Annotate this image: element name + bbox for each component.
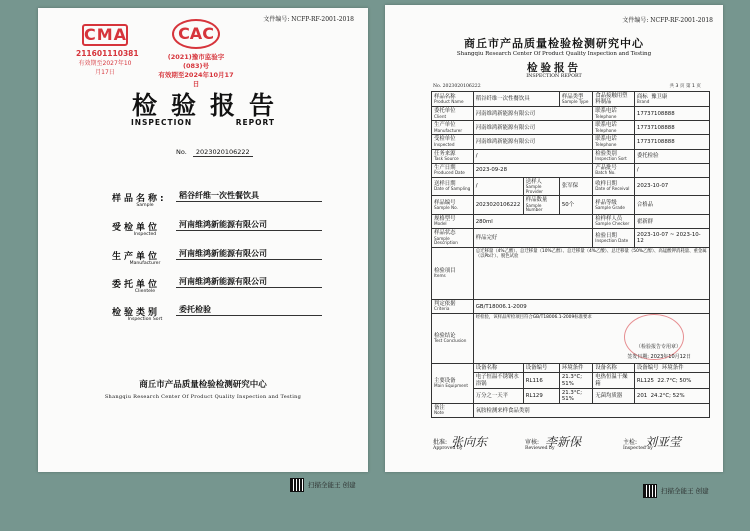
cell-label: 检样样人员 Sample Checker xyxy=(593,215,635,229)
cell-value: 合格品 xyxy=(634,196,709,215)
table-row xyxy=(432,248,710,300)
cell-label: 委托单位 Client xyxy=(432,107,474,121)
cell-value: / xyxy=(634,163,709,177)
report-doc-number: 文件编号: NCFP-RF-2001-2018 xyxy=(622,17,713,24)
report-page-count: 共 3 页 第 1 页 xyxy=(669,84,701,89)
cell-value: 17737108888 xyxy=(634,121,709,135)
qr-code-icon xyxy=(290,478,304,492)
report-scanner-watermark xyxy=(643,484,709,498)
cell-value: 17737108888 xyxy=(634,107,709,121)
equipment-cell: 21.3°C; 51% xyxy=(559,373,592,388)
cell-value xyxy=(473,314,709,364)
cell-value: 2023020106222 xyxy=(473,196,523,215)
cell-label: 受检单位 Inspected xyxy=(432,135,474,149)
equipment-cell: 万分之一天平 xyxy=(473,388,523,403)
field-value: 委托检验 xyxy=(176,304,322,316)
cell-value: 2023-10-07 xyxy=(634,177,709,196)
cover-subtitle-left: INSPECTION xyxy=(130,118,193,127)
table-row xyxy=(432,92,710,107)
table-row xyxy=(432,300,710,314)
cell-value: / xyxy=(473,149,593,163)
inspected-label: 主检: xyxy=(623,439,638,446)
equipment-header-row xyxy=(432,364,710,373)
table-row xyxy=(432,196,710,215)
cell-value: 2023-10-07 ~ 2023-10-12 xyxy=(634,229,709,248)
equipment-header: 设备名称 xyxy=(473,364,523,373)
table-row xyxy=(432,149,710,163)
cell-label: 收样日期 Date of Receival xyxy=(593,177,635,196)
equipment-cell: 21.3°C; 51% xyxy=(559,388,592,403)
cover-title: 检验报告 xyxy=(131,91,288,120)
field-value: 稻谷纤维一次性餐饮具 xyxy=(176,190,322,202)
cell-label: 样品状态 Sample Description xyxy=(432,229,474,248)
cell-label: 检验类别 Inspection Sort xyxy=(593,149,635,163)
cell-pair: 商标 豫卫康 Brand xyxy=(634,92,709,107)
table-row xyxy=(432,107,710,121)
cell-label: 备注 Note xyxy=(432,404,474,418)
table-row xyxy=(432,229,710,248)
report-title: 检验报告 xyxy=(527,62,581,74)
reviewed-label-en: Reviewed by xyxy=(525,446,555,451)
equipment-header: 设备编号 xyxy=(523,364,559,373)
stamp-caption: （检验报告专用章） xyxy=(635,344,681,351)
report-institute-title: 商丘市产品质量检验检测研究中心 xyxy=(464,37,644,50)
equipment-header: 设备名称 xyxy=(593,364,635,373)
equipment-cell: RL129 xyxy=(523,388,559,403)
cac-stamp-number: (2021)豫市监验字(083)号 xyxy=(167,53,225,70)
field-label: 受检单位 xyxy=(112,223,161,233)
cell-label: 样品类型 Sample Type xyxy=(559,92,592,107)
equipment-row xyxy=(432,373,710,388)
scanner-text: 扫描全能王 创建 xyxy=(661,487,709,495)
report-institute-title-en: Shangqiu Research Center Of Product Quality Inspection and Testing xyxy=(456,51,652,57)
table-row xyxy=(432,177,710,196)
report-title-en: INSPECTION REPORT xyxy=(526,74,582,79)
cell-label: 样品数量 Sample Number xyxy=(523,196,559,215)
table-row xyxy=(432,121,710,135)
cell-label: 联系电话 Telephone xyxy=(593,107,635,121)
field-label-en: Manufacturer xyxy=(129,261,161,266)
field-label-en: Sample xyxy=(136,203,154,208)
qr-code-icon xyxy=(643,484,657,498)
cell-value: 2023-09-28 xyxy=(473,163,593,177)
report-page xyxy=(385,5,723,472)
field-label: 生产单位 xyxy=(112,252,161,262)
cell-label: 主要设备 Main Equipment xyxy=(432,364,474,404)
cover-subtitle xyxy=(38,118,368,127)
cac-stamp xyxy=(158,19,234,88)
cell-label: 规格型号 Model xyxy=(432,215,474,229)
conclusion-text: 经检验，该样品所检项目符合GB/T18006.1-2009标准要求 xyxy=(475,315,592,321)
table-row xyxy=(432,215,710,229)
cell-value: 稻谷纤维一次性餐饮具 xyxy=(473,92,559,107)
table-row xyxy=(432,314,710,364)
cell-label: 样品等级 Sample Grade xyxy=(593,196,635,215)
table-row xyxy=(432,135,710,149)
reviewed-signature: 李新保 xyxy=(545,435,582,449)
cell-value: 17737108888 xyxy=(634,135,709,149)
cell-label: 检验项目 Items xyxy=(432,248,474,300)
cell-label: 检验日期 Inspection Date xyxy=(593,229,635,248)
cover-footer-institute-en: Shangqiu Research Center Of Product Quality Inspection and Testing xyxy=(104,394,302,400)
equipment-header: 设备编号 环境条件 xyxy=(634,364,709,373)
cover-scanner-watermark xyxy=(290,478,356,492)
field-label-en: Inspected xyxy=(133,232,157,237)
cell-label: 联系电话 Telephone xyxy=(593,121,635,135)
cell-label: 产品批号 Batch No. xyxy=(593,163,635,177)
cma-stamp-validity: 有效期至2027年10月17日 xyxy=(78,60,132,76)
cell-value: 委托检验 xyxy=(634,149,709,163)
issue-date: 签发日期: 2023年10月12日 xyxy=(627,354,691,361)
equipment-cell: 电子恒温不锈钢水浴锅 xyxy=(473,373,523,388)
cell-label: 任务来源 Task Source xyxy=(432,149,474,163)
equipment-cell: RL125 22.7°C; 50% xyxy=(634,373,709,388)
equipment-row xyxy=(432,388,710,403)
approved-label: 批准: xyxy=(433,439,448,446)
cac-stamp-validity: 有效期至2024年10月17日 xyxy=(158,71,234,88)
cma-logo: CMA xyxy=(84,25,128,44)
cell-label: 判定依据 Criteria xyxy=(432,300,474,314)
cell-value: 总迁移量（4%乙酸）、总迁移量（10%乙醇）、总迁移量（4%乙酸）、总迁移量（50%乙醇）、高锰酸钾消耗量、重金属（以Pb计）、脱色试验 xyxy=(473,248,709,300)
table-row xyxy=(432,404,710,418)
field-label: 检验类别 xyxy=(112,308,161,318)
table-row xyxy=(432,163,710,177)
equipment-cell: RL116 xyxy=(523,373,559,388)
cell-value: GB/T18006.1-2009 xyxy=(473,300,709,314)
cac-logo: CAC xyxy=(172,19,220,49)
cell-label: 检验结论 Test Conclusion xyxy=(432,314,474,364)
scanner-text: 扫描全能王 创建 xyxy=(308,481,356,489)
field-label: 样品名称: xyxy=(112,194,167,204)
equipment-cell: 无菌均质器 xyxy=(593,388,635,403)
cell-value: 张军保 xyxy=(559,177,592,196)
field-value: 河南维鸿新能源有限公司 xyxy=(176,276,322,288)
cover-no-label: No. xyxy=(176,148,187,156)
cell-label: 生产日期 Produced Date xyxy=(432,163,474,177)
cover-doc-number: 文件编号: NCFP-RF-2001-2018 xyxy=(263,16,354,23)
cover-page xyxy=(38,8,368,472)
reviewed-label: 审核: xyxy=(525,439,540,446)
cell-value: 50个 xyxy=(559,196,592,215)
cell-value: / xyxy=(473,177,523,196)
cell-value: 样品完好 xyxy=(473,229,593,248)
cma-stamp xyxy=(76,24,139,79)
cover-subtitle-right: REPORT xyxy=(235,118,276,127)
cover-no-value: 2023020106222 xyxy=(193,148,253,157)
cell-label: 联系电话 Telephone xyxy=(593,135,635,149)
field-label-en: Clientele xyxy=(134,289,156,294)
equipment-cell: 201 24.2°C; 52% xyxy=(634,388,709,403)
cell-value: 食品接触用塑料制品 xyxy=(593,92,635,107)
cell-label: 生产单位 Manufacturer xyxy=(432,121,474,135)
field-value: 河南维鸿新能源有限公司 xyxy=(176,248,322,260)
cell-value: 河南维鸿新能源有限公司 xyxy=(473,107,593,121)
cell-value: 280ml xyxy=(473,215,593,229)
cover-report-number xyxy=(176,148,253,157)
equipment-cell: 电热恒温干燥箱 xyxy=(593,373,635,388)
field-label: 委托单位 xyxy=(112,280,161,290)
cell-value: 河南维鸿新能源有限公司 xyxy=(473,135,593,149)
cell-value: 翟新群 xyxy=(634,215,709,229)
approved-label-en: Approved by xyxy=(433,446,463,451)
equipment-header: 环境条件 xyxy=(559,364,592,373)
field-value: 河南维鸿新能源有限公司 xyxy=(176,219,322,231)
cell-label: 送样日期 Date of Sampling xyxy=(432,177,474,196)
inspected-signature: 刘亚莹 xyxy=(645,435,682,449)
field-label-en: Inspection Sort xyxy=(127,317,163,322)
approved-signature: 张向东 xyxy=(451,435,488,449)
cell-label: 样品编号 Sample No. xyxy=(432,196,474,215)
cma-stamp-number: 211601110381 xyxy=(76,49,139,58)
cell-label: 样品名称 Product Name xyxy=(432,92,474,107)
cell-value: 河南维鸿新能源有限公司 xyxy=(473,121,593,135)
cell-value: 氧胺检测来样食品类别 xyxy=(473,404,709,418)
cell-label: 送样人 Sample Provider xyxy=(523,177,559,196)
report-table xyxy=(431,91,710,418)
cover-footer-institute: 商丘市产品质量检验检测研究中心 xyxy=(139,380,267,390)
report-number: No. 2023020106222 xyxy=(433,84,481,89)
inspected-label-en: Inspected by xyxy=(623,446,653,451)
